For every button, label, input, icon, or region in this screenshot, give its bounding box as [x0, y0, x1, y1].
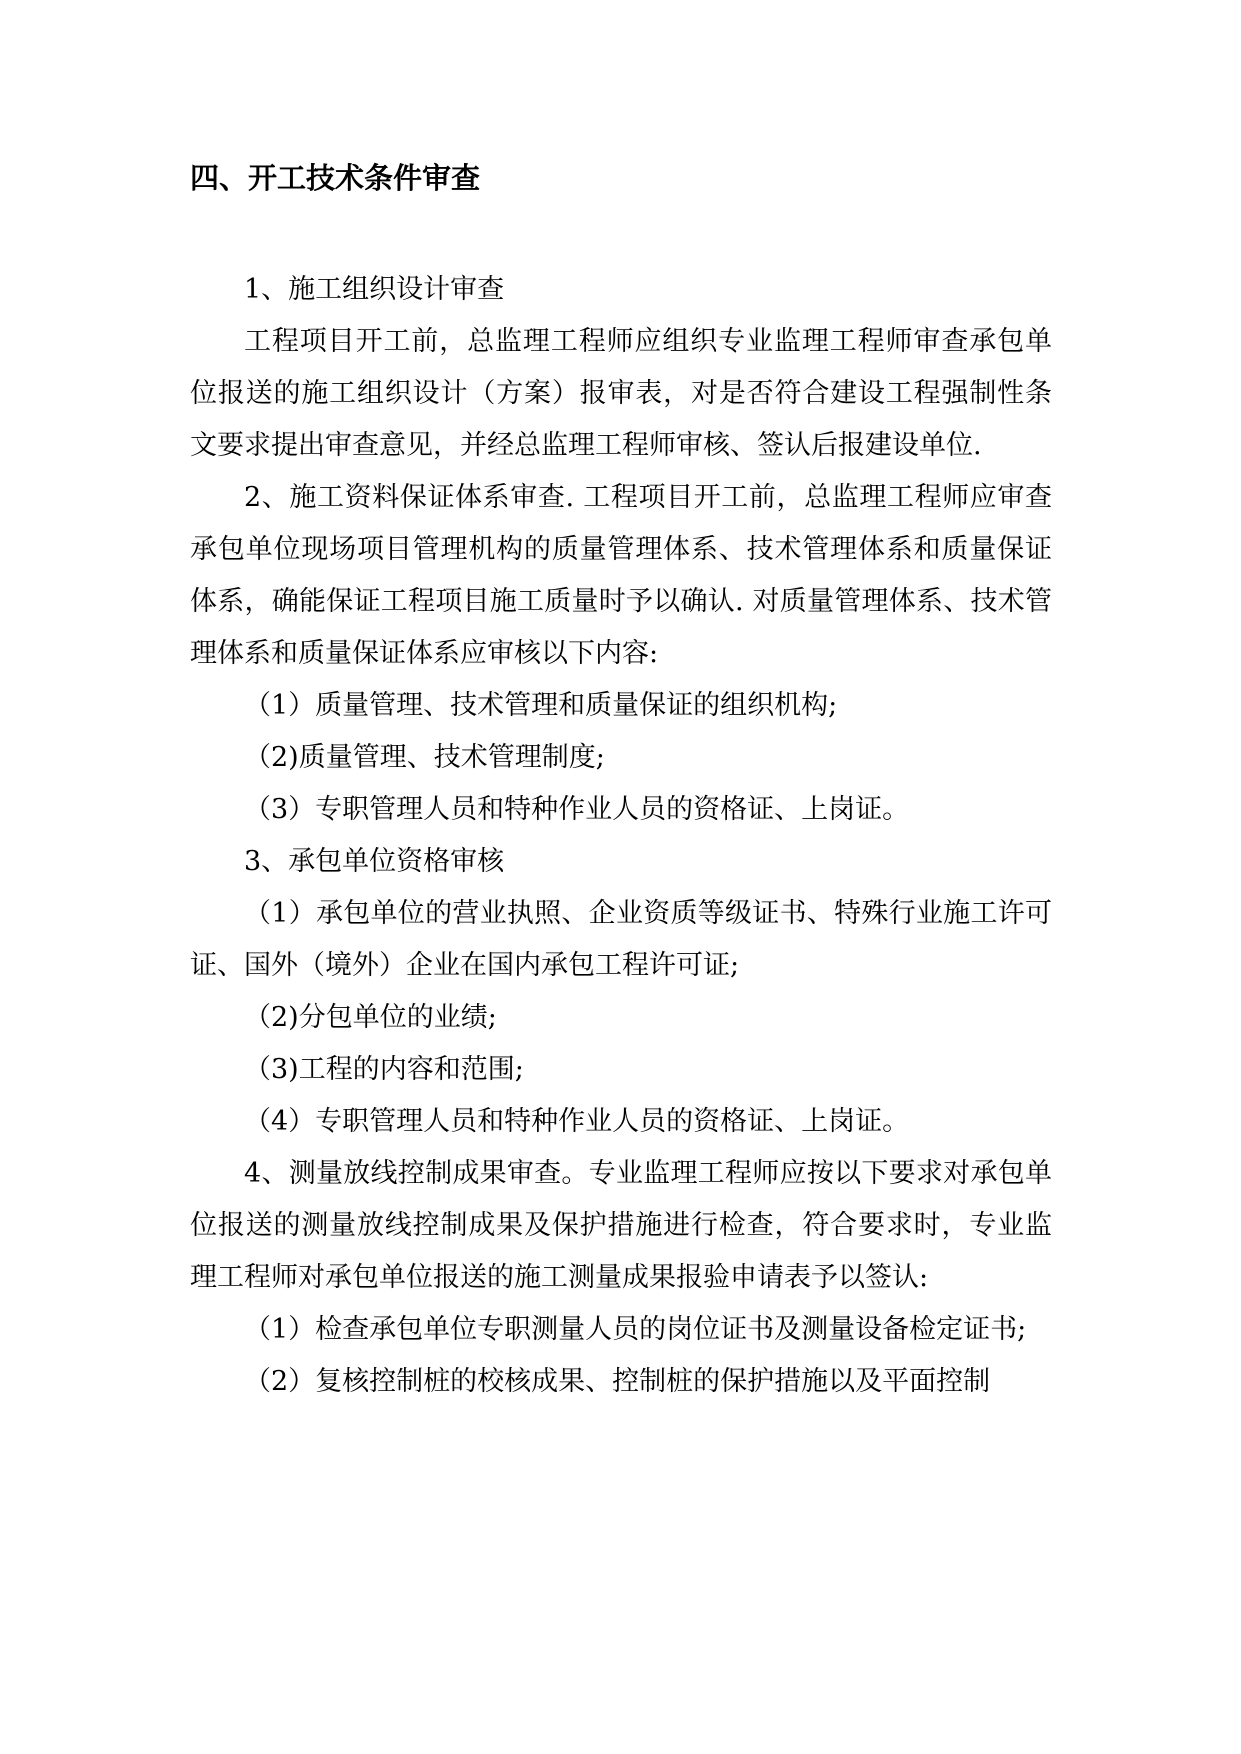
list-item-2-3: （3）专职管理人员和特种作业人员的资格证、上岗证。: [244, 794, 910, 825]
list-item-4-1: （1）检查承包单位专职测量人员的岗位证书及测量设备检定证书;: [244, 1314, 1027, 1345]
list-item-3-4: （4）专职管理人员和特种作业人员的资格证、上岗证。: [244, 1106, 910, 1137]
document-page: [190, 0, 1052, 1754]
paragraph-3-title: 3、承包单位资格审核: [244, 846, 505, 877]
list-item-2-1: （1）质量管理、技术管理和质量保证的组织机构;: [244, 690, 838, 721]
list-item-2-2: （2)质量管理、技术管理制度;: [244, 742, 605, 773]
paragraph-1-title: 1、施工组织设计审查: [244, 274, 505, 305]
list-item-3-1: （1）承包单位的营业执照、企业资质等级证书、特殊行业施工许可证、国外（境外）企业在国内承包工程许可证;: [190, 898, 1052, 981]
list-item-3-2: （2)分包单位的业绩;: [244, 1002, 497, 1033]
paragraph-1-body: 工程项目开工前，总监理工程师应组织专业监理工程师审查承包单位报送的施工组织设计（方案）报审表，对是否符合建设工程强制性条文要求提出审查意见，并经总监理工程师审核、签认后报建设单位.: [190, 326, 1052, 461]
list-item-3-3: （3)工程的内容和范围;: [244, 1054, 524, 1085]
paragraph-2-body: 2、施工资料保证体系审查. 工程项目开工前，总监理工程师应审查承包单位现场项目管理机构的质量管理体系、技术管理体系和质量保证体系，确能保证工程项目施工质量时予以确认. 对质量管理体系、技术管理体系和质量保证体系应审核以下内容:: [190, 482, 1052, 669]
list-item-4-2: （2）复核控制桩的校核成果、控制桩的保护措施以及平面控制: [244, 1366, 991, 1397]
body-text: [190, 264, 1052, 1408]
paragraph-4-body: 4、测量放线控制成果审查。专业监理工程师应按以下要求对承包单位报送的测量放线控制成果及保护措施进行检查，符合要求时，专业监理工程师对承包单位报送的施工测量成果报验申请表予以签认:: [190, 1158, 1052, 1293]
section-heading: 四、开工技术条件审查: [190, 161, 481, 195]
